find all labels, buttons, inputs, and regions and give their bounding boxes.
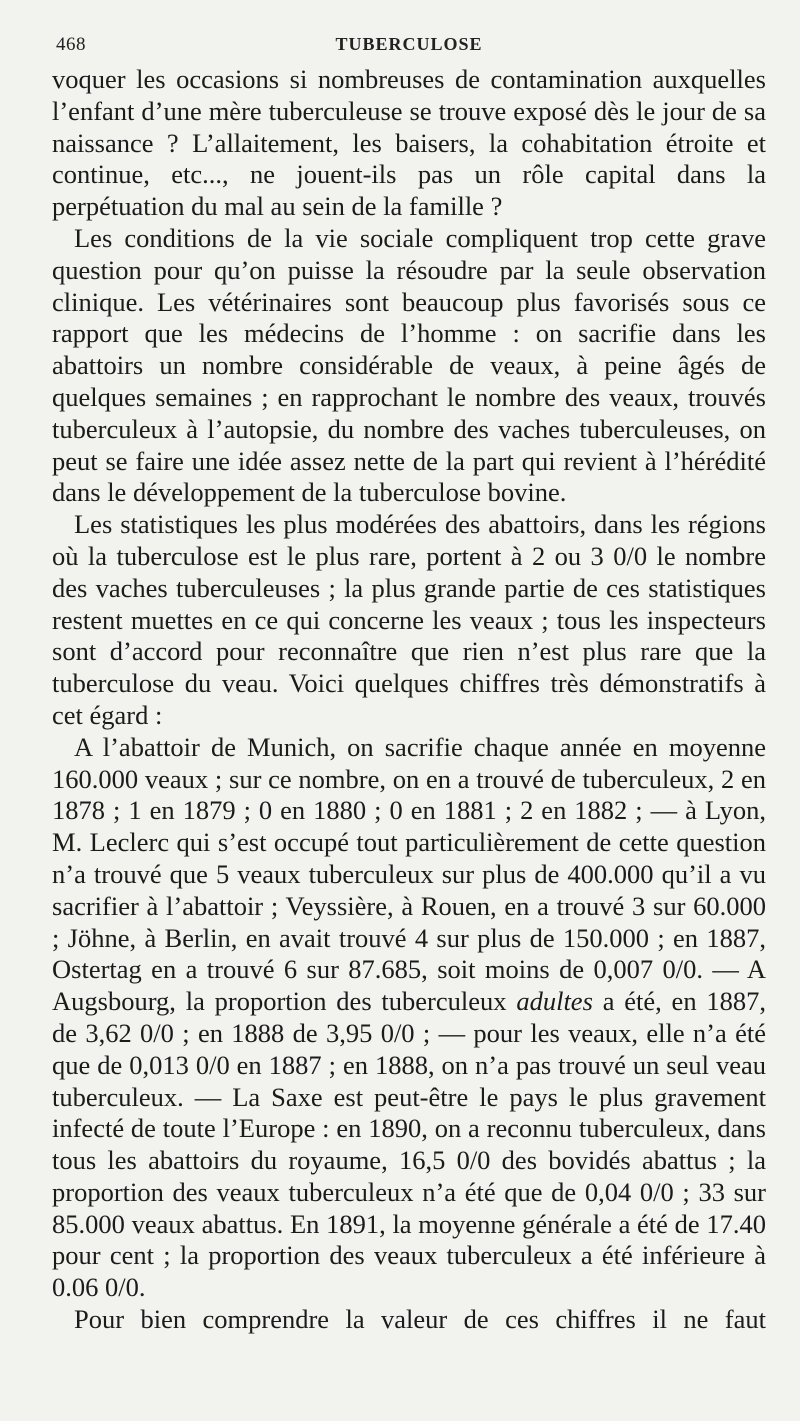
italic-adultes: adultes [516, 986, 593, 1017]
paragraph-chiffres-abattoirs [52, 732, 766, 1304]
text-before-italic: A l’abattoir de Munich, on sacrifie chaque année en moyenne 160.000 veaux ; sur ce nombre, on en a trouvé de tuberculeux, 2 en 1878 ; 1 en 1879 ; 0 en 1880 ; 0 en 1881 ; 2 en 1882 ; — à Lyon, M. Leclerc qui s’est occupé tout particulièrement de cette question n’a trouvé que 5 veaux tuberculeux sur plus de 400.000 qu’il a vu sacrifier à l’abattoir ; Veyssière, à Rouen, en a trouvé 3 sur 60.000 ; Jöhne, à Berlin, en avait trouvé 4 sur plus de 150.000 ; en 1887, Ostertag en a trouvé 6 sur 87.685, soit moins de 0,007 0/0. — A Augsbourg, la proportion des tuberculeux [52, 731, 766, 1017]
paragraph-statistiques: Les statistiques les plus modérées des abattoirs, dans les régions où la tuberculose est le plus rare, portent à 2 ou 3 0/0 le nombre des vaches tuberculeuses ; la plus grande partie de ces statistiques restent muettes en ce qui concerne les veaux ; tous les inspecteurs sont d’accord pour reconnaître que rien n’est plus rare que la tuberculose du veau. Voici quelques chiffres très démonstratifs à cet égard : [52, 509, 766, 730]
body-text [52, 64, 766, 1336]
running-title: TUBERCULOSE [335, 34, 483, 54]
paragraph-continuation: voquer les occasions si nombreuses de contamination auxquelles l’enfant d’une mère tuberculeuse se trouve exposé dès le jour de sa naissance ? L’allaitement, les baisers, la cohabitation étroite et continue, etc..., ne jouent-ils pas un rôle capital dans la perpétuation du mal au sein de la famille ? [52, 64, 766, 222]
page-number: 468 [56, 34, 86, 55]
paragraph-final-line: Pour bien comprendre la valeur de ces chiffres il ne faut [74, 1304, 766, 1335]
running-header [52, 28, 766, 64]
text-after-italic: a été, en 1887, de 3,62 0/0 ; en 1888 de 3,95 0/0 ; — pour les veaux, elle n’a été que de 0,013 0/0 en 1887 ; en 1888, on n’a pas trouvé un seul veau tuberculeux. — La Saxe est peut-être le pays le plus gravement infecté de toute l’Europe : en 1890, on a reconnu tuberculeux, dans tous les abattoirs du royaume, 16,5 0/0 des bovidés abattus ; la proportion des veaux tuberculeux n’a été que de 0,04 0/0 ; 33 sur 85.000 veaux abattus. En 1891, la moyenne générale a été de 17.40 pour cent ; la proportion des veaux tuberculeux a été inférieure à 0.06 0/0. [52, 986, 766, 1303]
paragraph-conditions-sociales: Les conditions de la vie sociale compliquent trop cette grave question pour qu’on puisse la résoudre par la seule observation clinique. Les vétérinaires sont beaucoup plus favorisés sous ce rapport que les médecins de l’homme : on sacrifie dans les abattoirs un nombre considérable de veaux, à peine âgés de quelques semaines ; en rapprochant le nombre des veaux, trouvés tuberculeux à l’autopsie, du nombre des vaches tuberculeuses, on peut se faire une idée assez nette de la part qui revient à l’hérédité dans le développement de la tuberculose bovine. [52, 222, 766, 508]
